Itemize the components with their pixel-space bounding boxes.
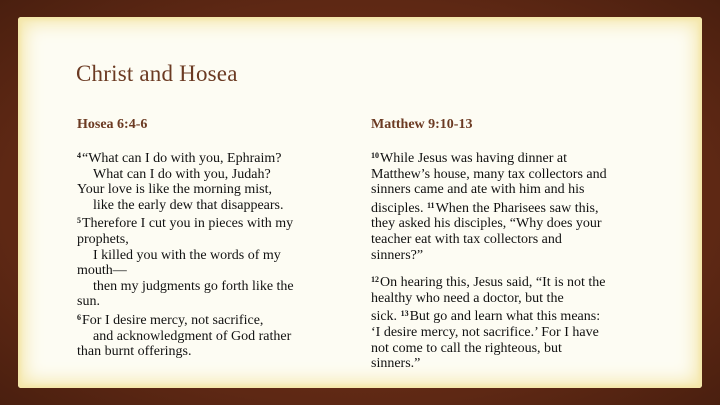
verse-text: and acknowledgment of God rather [93, 328, 292, 344]
verse-text: For I desire mercy, not sacrifice, [82, 312, 264, 328]
verse-number: 4 [77, 151, 81, 160]
verse-number: 13 [400, 309, 409, 319]
scripture-line [371, 356, 646, 372]
verse-text: I killed you with the words of my [93, 247, 281, 263]
slide-title: Christ and Hosea [76, 61, 238, 86]
verse-text: On hearing this, Jesus said, “It is not the [380, 275, 606, 291]
verse-text: What can I do with you, Judah? [93, 166, 271, 182]
verse-text: sun. [77, 294, 100, 310]
scripture-line [371, 272, 646, 291]
scripture-line [371, 198, 646, 217]
verse-number: 10 [371, 151, 379, 160]
matthew-heading: Matthew 9:10-13 [371, 117, 473, 132]
scripture-line [77, 263, 347, 279]
slide [18, 17, 702, 388]
hosea-passage [77, 148, 347, 360]
scripture-line [77, 213, 347, 232]
verse-text: not come to call the righteous, but [371, 340, 562, 356]
verse-text: ‘I desire mercy, not sacrifice.’ For I have [371, 324, 599, 340]
verse-number: 12 [371, 275, 379, 285]
verse-text: Matthew’s house, many tax collectors and [371, 166, 607, 182]
scripture-line [77, 344, 347, 360]
verse-text: healthy who need a doctor, but the [371, 290, 564, 306]
verse-text: prophets, [77, 231, 129, 247]
verse-text: disciples. [371, 200, 427, 216]
matthew-passage [371, 148, 646, 381]
scripture-line [77, 310, 347, 329]
verse-text: mouth— [77, 263, 127, 279]
verse-text: While Jesus was having dinner at [380, 151, 568, 166]
scripture-line [371, 325, 646, 341]
scripture-line [371, 341, 646, 357]
scripture-line [77, 182, 347, 198]
verse-text: they asked his disciples, “Why does your [371, 216, 602, 232]
scripture-line [77, 232, 347, 248]
scripture-line [371, 291, 646, 307]
verse-number: 5 [77, 216, 81, 226]
scripture-line [371, 216, 646, 232]
scripture-line [371, 182, 646, 198]
scripture-line [77, 279, 347, 295]
verse-text: sinners?” [371, 247, 424, 263]
scripture-line [77, 167, 347, 183]
hosea-heading: Hosea 6:4-6 [77, 117, 148, 132]
matthew-paragraph-2 [371, 272, 646, 372]
scripture-line [77, 248, 347, 264]
verse-text: Your love is like the morning mist, [77, 182, 272, 198]
verse-text: “What can I do with you, Ephraim? [82, 151, 282, 166]
verse-text: like the early dew that disappears. [93, 197, 284, 213]
verse-text: teacher eat with tax collectors and [371, 231, 562, 247]
verse-text: When the Pharisees saw this, [435, 200, 599, 216]
scripture-line [371, 148, 646, 167]
scripture-line [371, 306, 646, 325]
verse-text: than burnt offerings. [77, 344, 192, 360]
verse-number: 6 [77, 312, 81, 322]
scripture-line [77, 294, 347, 310]
verse-number: 11 [427, 200, 435, 210]
matthew-paragraph-1 [371, 148, 646, 263]
scripture-line [371, 167, 646, 183]
verse-text: sinners.” [371, 356, 421, 372]
scripture-line [371, 232, 646, 248]
scripture-line [77, 329, 347, 345]
verse-text: sinners came and ate with him and his [371, 182, 585, 198]
scripture-line [371, 248, 646, 264]
scripture-line [77, 148, 347, 167]
verse-text: But go and learn what this means: [409, 309, 601, 325]
scripture-line [77, 198, 347, 214]
verse-text: Therefore I cut you in pieces with my [82, 216, 294, 232]
verse-text: sick. [371, 309, 401, 325]
verse-text: then my judgments go forth like the [93, 278, 294, 294]
